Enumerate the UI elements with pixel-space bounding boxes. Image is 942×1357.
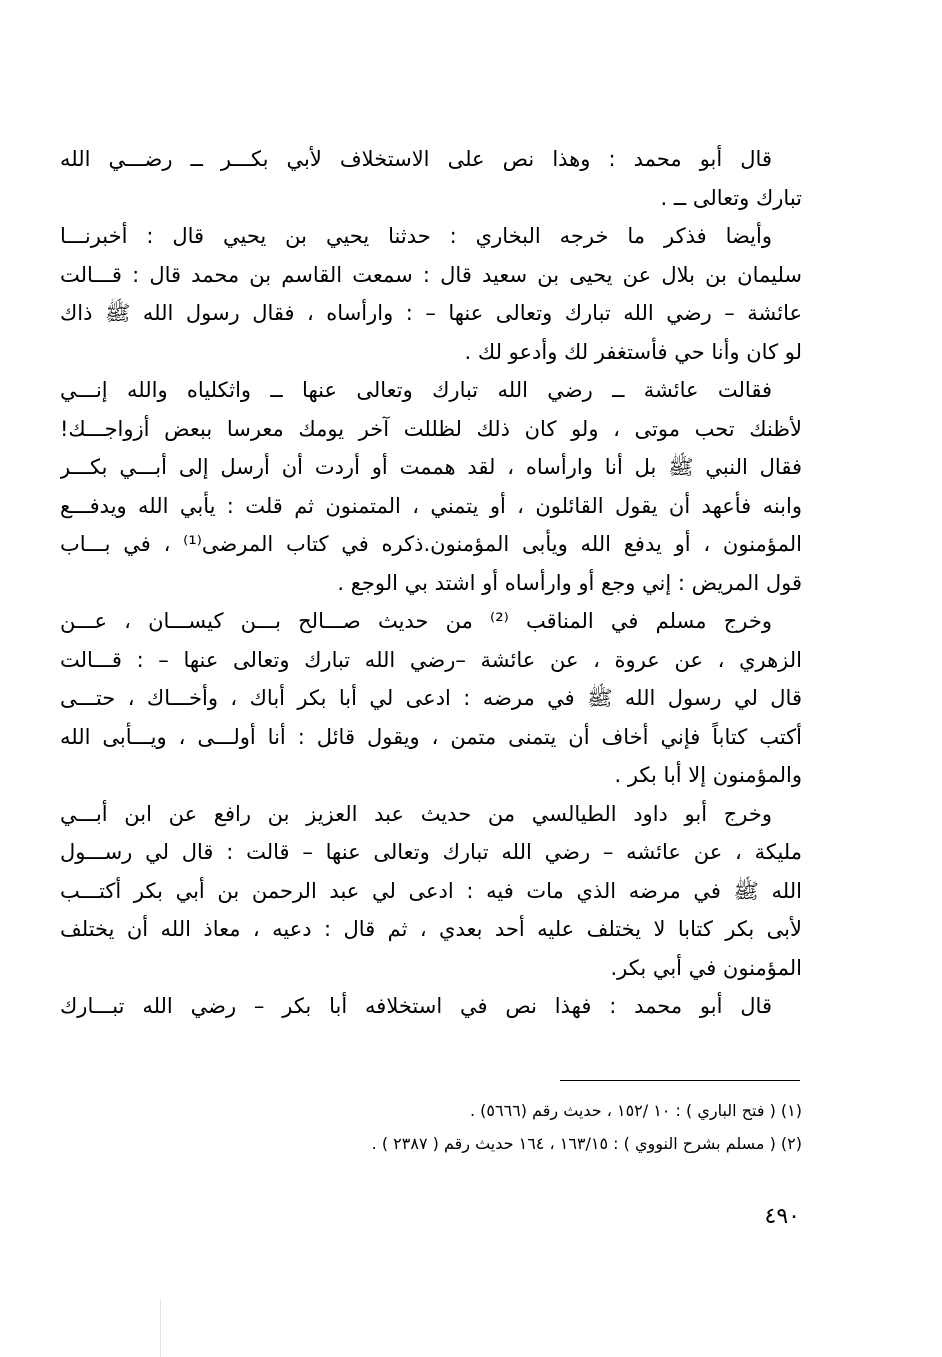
text-line: الزهري ، عن عروة ، عن عائشة –رضي الله تبارك وتعالى عنها – : قـــالت (60, 647, 802, 672)
text-line: فقال النبي ﷺ بل أنا وارأساه ، لقد هممت أو أردت أن أرسل إلى أبـــي بكـــر (60, 455, 802, 479)
footnote-2: (٢) ( مسلم بشرح النووي ) : ١٦٣/١٥ ، ١٦٤ حديث رقم ( ٢٣٨٧ ) . (371, 1134, 802, 1153)
text-line: قال أبو محمد : فهذا نص في استخلافه أبا بكر – رضي الله تبـــارك (60, 994, 772, 1018)
text-line: المؤمنون في أبي بكر. (610, 955, 802, 980)
footnote-separator (560, 1080, 800, 1081)
page-number: ٤٩٠ (764, 1204, 800, 1229)
text-line: الله ﷺ في مرضه الذي مات فيه : ادعى لي عبد الرحمن بن أبي بكر أكتـــب (60, 878, 802, 903)
text-line: المؤمنون ، أو يدفع الله ويأبى المؤمنون.ذكره في كتاب المرضى⁽¹⁾ ، في بـــاب (60, 532, 802, 556)
footnotes (200, 1094, 802, 1160)
text-line: قال أبو محمد : وهذا نص على الاستخلاف لأبي بكـــر ــ رضـــي الله (60, 147, 772, 171)
text-line: وخرج أبو داود الطيالسي من حديث عبد العزيز بن رافع عن ابن أبـــي (60, 801, 772, 826)
text-line: وخرج مسلم في المناقب ⁽²⁾ من حديث صـــالح بـــن كيســـان ، عـــن (60, 609, 772, 633)
text-line: لو كان وأنا حي فأستغفر لك وأدعو لك . (464, 339, 802, 364)
text-line: قول المريض : إني وجع أو وارأساه أو اشتد بي الوجع . (337, 570, 802, 595)
text-line: تبارك وتعالى ــ . (660, 185, 802, 210)
text-line: وابنه فأعهد أن يقول القائلون ، أو يتمني ، المتمنون ثم قلت : يأبي الله ويدفـــع (60, 493, 802, 518)
text-line: والمؤمنون إلا أبا بكر . (614, 763, 802, 787)
text-line: أكتب كتاباً فإني أخاف أن يتمنى متمن ، ويقول قائل : أنا أولـــى ، ويـــأبى الله (60, 724, 802, 749)
text-line: لأظنك تحب موتى ، ولو كان ذلك لظللت آخر يومك معرسا ببعض أزواجـــك! (60, 416, 802, 441)
text-line: مليكة ، عن عائشه – رضي الله تبارك وتعالى عنها – قالت : قال لي رســـول (60, 840, 802, 864)
text-line: سليمان بن بلال عن يحيى بن سعيد قال : سمعت القاسم بن محمد قال : قـــالت (60, 262, 802, 287)
text-line: لأبى بكر كتابا لا يختلف عليه أحد بعدي ، ثم قال : دعيه ، معاذ الله أن يختلف (60, 917, 802, 941)
text-line: فقالت عائشة ــ رضي الله تبارك وتعالى عنها ــ واثكلياه والله إنـــي (60, 378, 772, 402)
text-line: قال لي رسول الله ﷺ في مرضه : ادعى لي أبا بكر أباك ، وأخـــاك ، حتـــى (60, 686, 802, 710)
scan-edge-mark (160, 1300, 161, 1357)
text-line: عائشة – رضي الله تبارك وتعالى عنها – : وارأساه ، فقال رسول الله ﷺ ذاك (60, 301, 802, 325)
text-line: وأيضا فذكر ما خرجه البخاري : حدثنا يحيي بن يحيي قال : أخبرنـــا (60, 224, 772, 248)
footnote-1: (١) ( فتح الباري ) : ١٠ /١٥٢ ، حديث رقم (٥٦٦٦) . (469, 1101, 802, 1120)
main-text (60, 140, 802, 1026)
